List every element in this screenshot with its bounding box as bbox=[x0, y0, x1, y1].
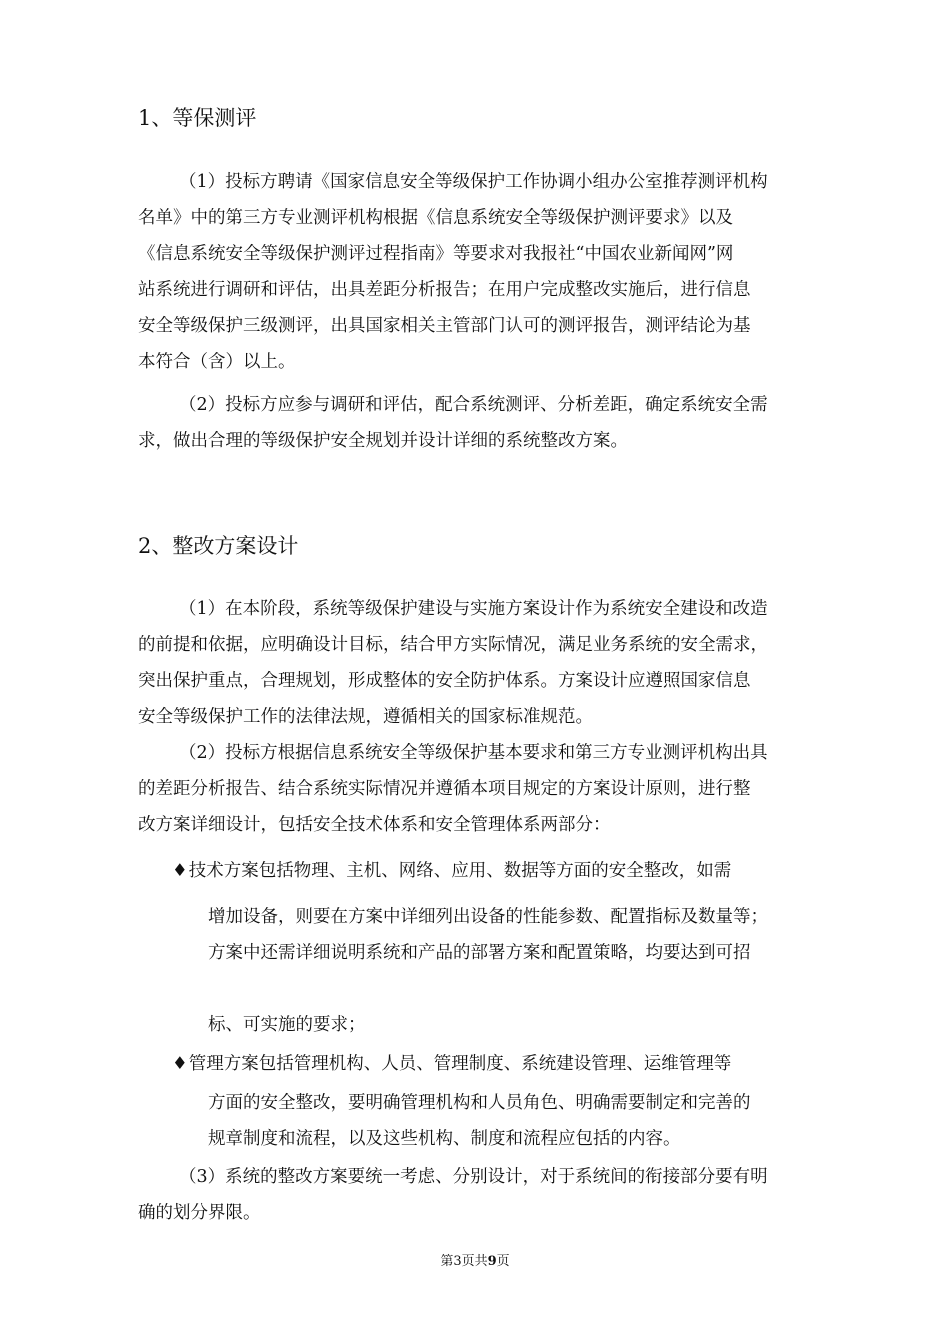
bullet-item-technical-line-4: 标、可实施的要求； bbox=[208, 1015, 366, 1035]
bullet-item-technical bbox=[172, 858, 731, 884]
footer-suffix: 页 bbox=[496, 1254, 510, 1269]
bullet-item-technical-line-3: 方案中还需详细说明系统和产品的部署方案和配置策略，均要达到可招 bbox=[208, 943, 751, 963]
bullet-item-technical-line-1: 技术方案包括物理、主机、网络、应用、数据等方面的安全整改，如需 bbox=[188, 861, 732, 881]
section-2-heading: 2、整改方案设计 bbox=[138, 534, 299, 558]
bullet-item-technical-line-2: 增加设备，则要在方案中详细列出设备的性能参数、配置指标及数量等； bbox=[208, 907, 768, 927]
section-1-para-1-line-5: 安全等级保护三级测评，出具国家相关主管部门认可的测评报告，测评结论为基 bbox=[138, 316, 751, 336]
bullet-item-management-line-3: 规章制度和流程，以及这些机构、制度和流程应包括的内容。 bbox=[208, 1129, 681, 1149]
footer-current-page: 3 bbox=[453, 1254, 462, 1269]
section-2-para-3-line-2: 确的划分界限。 bbox=[138, 1203, 261, 1223]
section-2-para-1-line-4: 安全等级保护工作的法律法规，遵循相关的国家标准规范。 bbox=[138, 707, 593, 727]
section-1-para-1-line-2: 名单》中的第三方专业测评机构根据《信息系统安全等级保护测评要求》以及 bbox=[138, 208, 733, 228]
page-number-footer bbox=[0, 1253, 950, 1271]
footer-middle: 页共 bbox=[461, 1254, 488, 1269]
section-1-para-2-line-1: （2）投标方应参与调研和评估，配合系统测评、分析差距，确定系统安全需 bbox=[179, 395, 768, 415]
bullet-item-management-line-1: 管理方案包括管理机构、人员、管理制度、系统建设管理、运维管理等 bbox=[188, 1054, 732, 1074]
section-2-para-3-line-1: （3）系统的整改方案要统一考虑、分别设计，对于系统间的衔接部分要有明 bbox=[179, 1167, 768, 1187]
section-2-para-2-line-1: （2）投标方根据信息系统安全等级保护基本要求和第三方专业测评机构出具 bbox=[179, 743, 768, 763]
footer-total-pages: 9 bbox=[487, 1254, 497, 1269]
section-2-para-2-line-2: 的差距分析报告、结合系统实际情况并遵循本项目规定的方案设计原则，进行整 bbox=[138, 779, 751, 799]
diamond-bullet-icon: ♦ bbox=[172, 861, 188, 881]
section-2-para-1-line-3: 突出保护重点，合理规划，形成整体的安全防护体系。方案设计应遵照国家信息 bbox=[138, 671, 751, 691]
section-2-para-1-line-2: 的前提和依据，应明确设计目标，结合甲方实际情况，满足业务系统的安全需求， bbox=[138, 635, 768, 655]
bullet-item-management-line-2: 方面的安全整改，要明确管理机构和人员角色、明确需要制定和完善的 bbox=[208, 1093, 751, 1113]
section-1-para-1-line-6: 本符合（含）以上。 bbox=[138, 352, 296, 372]
section-1-para-1-line-4: 站系统进行调研和评估，出具差距分析报告；在用户完成整改实施后，进行信息 bbox=[138, 280, 751, 300]
bullet-item-management bbox=[172, 1051, 731, 1077]
section-1-heading: 1、等保测评 bbox=[138, 106, 257, 130]
footer-prefix: 第 bbox=[440, 1254, 454, 1269]
section-1-para-1-line-1: （1）投标方聘请《国家信息安全等级保护工作协调小组办公室推荐测评机构 bbox=[179, 172, 768, 192]
section-1-para-1-line-3: 《信息系统安全等级保护测评过程指南》等要求对我报社“中国农业新闻网”网 bbox=[138, 244, 734, 264]
section-1-para-2-line-2: 求，做出合理的等级保护安全规划并设计详细的系统整改方案。 bbox=[138, 431, 628, 451]
section-2-para-1-line-1: （1）在本阶段，系统等级保护建设与实施方案设计作为系统安全建设和改造 bbox=[179, 599, 768, 619]
diamond-bullet-icon: ♦ bbox=[172, 1054, 188, 1074]
section-2-para-2-line-3: 改方案详细设计，包括安全技术体系和安全管理体系两部分： bbox=[138, 815, 611, 835]
